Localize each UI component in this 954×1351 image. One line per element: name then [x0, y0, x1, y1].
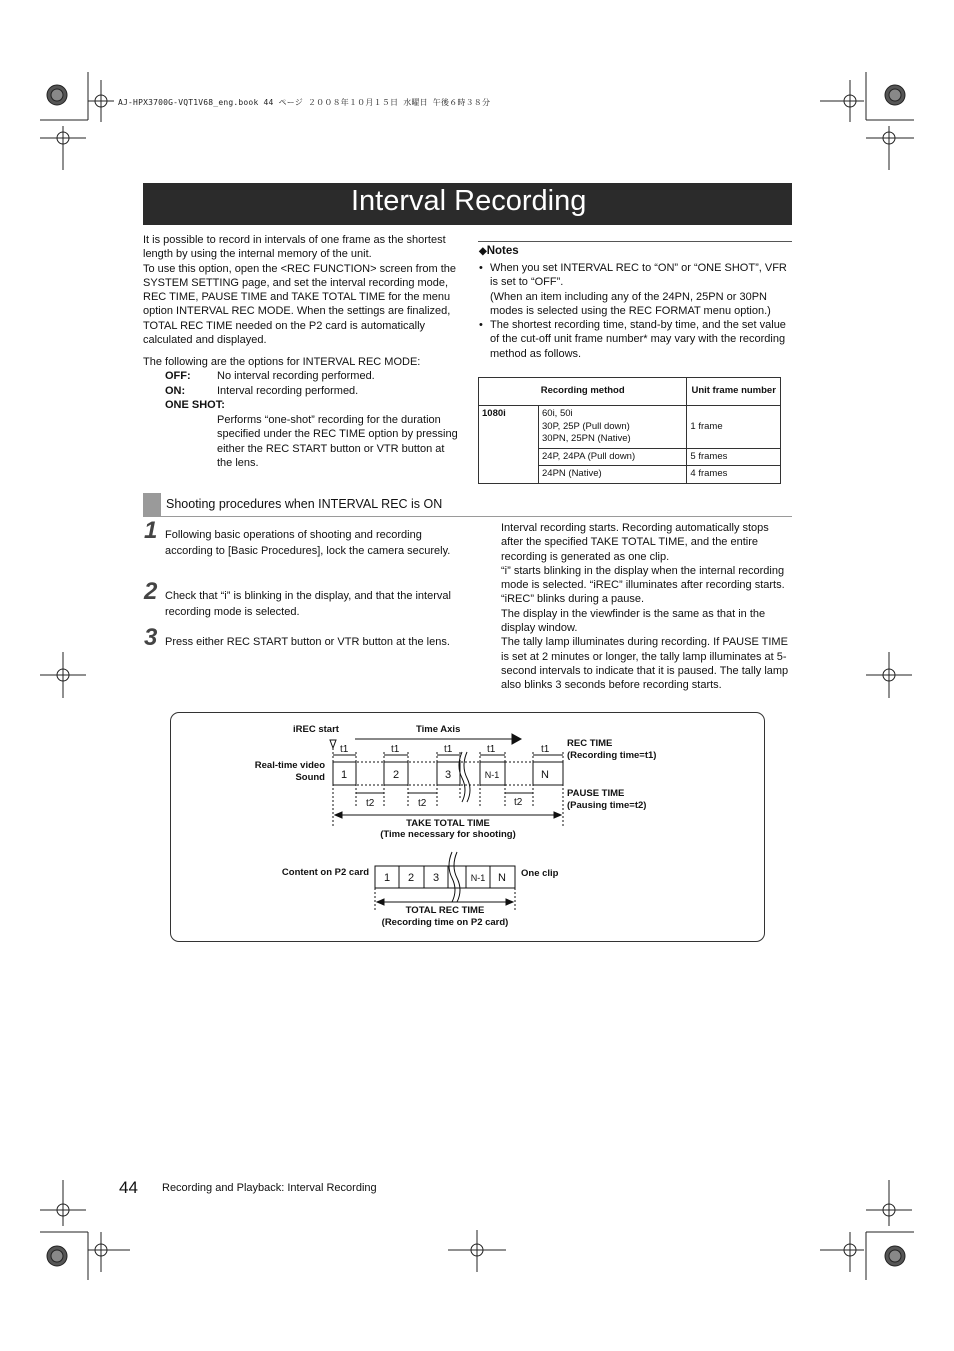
options-lead-text: The following are the options for INTERVAL REC MODE:: [143, 356, 421, 368]
option-oneshot-term: ONE SHOT:: [165, 399, 225, 411]
clip-cell-label: N-1: [470, 873, 486, 883]
description-paragraph: “i” starts blinking in the display when the internal recording mode is selected. “iREC” illuminates after recording starts. “iREC” blinks during a pause.: [501, 564, 785, 606]
clip-cell-label: N: [498, 872, 506, 884]
step-number: 1: [144, 517, 158, 544]
step-text: Check that “i” is blinking in the display, and that the interval recording mode is selected.: [165, 590, 451, 618]
table-method-cell: 24P, 24PA (Pull down): [539, 448, 687, 466]
take-total-time-label: TAKE TOTAL TIME: [406, 818, 490, 829]
t2-label: t2: [514, 797, 523, 808]
footer-section-label: Recording and Playback: Interval Recording: [162, 1182, 377, 1194]
segment-label: 2: [392, 769, 400, 781]
break-mark: [449, 852, 455, 902]
step-number: 2: [144, 578, 158, 605]
diamond-icon: ◆: [479, 246, 487, 257]
t1-label: t1: [340, 744, 349, 755]
t1-label: t1: [541, 744, 550, 755]
list-item: (When an item including any of the 24PN, 25PN or 30PN modes is selected using the REC FORMAT menu option.): [490, 290, 771, 317]
segment-label: N: [541, 769, 549, 781]
page-title: Interval Recording: [351, 185, 587, 217]
table-method-cell: 24PN (Native): [539, 466, 687, 484]
pause-time-label: PAUSE TIME: [567, 788, 625, 799]
time-axis-label: Time Axis: [416, 724, 461, 735]
segment-label: 1: [340, 769, 348, 781]
p2-clip-bar: [375, 866, 515, 888]
option-off-desc: No interval recording performed.: [217, 370, 375, 382]
section-title: Shooting procedures when INTERVAL REC is ON: [166, 497, 443, 511]
table-method-cell: 60i, 50i 30P, 25P (Pull down) 30PN, 25PN (Native): [539, 406, 687, 449]
option-on-desc: Interval recording performed.: [217, 385, 359, 397]
notes-title: Notes: [486, 245, 519, 257]
total-rec-time-label: TOTAL REC TIME: [405, 905, 485, 916]
segment-label: 3: [444, 769, 452, 781]
description-paragraph: The display in the viewfinder is the same as that in the display window.: [501, 607, 766, 635]
step-text: Following basic operations of shooting and recording according to [Basic Procedures], lock the camera securely.: [165, 529, 451, 557]
t2-label: t2: [366, 798, 375, 809]
option-off-term: OFF:: [165, 370, 191, 382]
time-axis-arrowhead: [512, 734, 521, 744]
t1-label: t1: [487, 744, 496, 755]
content-on-p2-label: Content on P2 card: [281, 867, 369, 878]
one-clip-label: One clip: [521, 868, 559, 879]
description-paragraph: The tally lamp illuminates during recording. If PAUSE TIME is set at 2 minutes or longer, the tally lamp illuminates at 5-second intervals to indicate that it is paused. The tally lamp also blinks 3 seconds before recording starts.: [501, 636, 789, 692]
option-on-term: ON:: [165, 385, 186, 397]
table-unit-cell: 1 frame: [687, 406, 781, 449]
list-item: • The shortest recording time, stand-by time, and the set value of the cut-off unit frame number* may vary with the recording method as follows.: [479, 319, 786, 360]
total-rec-time-sub-label: (Recording time on P2 card): [381, 917, 509, 928]
step-text: Press either REC START button or VTR button at the lens.: [165, 636, 450, 648]
print-header: AJ-HPX3700G-VQT1V68_eng.book 44 ページ ２００８年１０月１５日 水曜日 午後６時３８分: [118, 98, 491, 107]
take-total-time-sub-label: (Time necessary for shooting): [380, 829, 516, 840]
table-format-cell: 1080i: [479, 406, 539, 484]
rec-time-sub-label: (Recording time=t1): [567, 750, 657, 761]
irec-start-label: iREC start: [293, 724, 339, 735]
table-header-unit: Unit frame number: [687, 378, 781, 406]
clip-cell-label: 2: [407, 872, 415, 884]
list-item: • When you set INTERVAL REC to “ON” or “ONE SHOT”, VFR is set to “OFF”.: [479, 262, 787, 289]
segment-label: N-1: [484, 770, 500, 780]
clip-cell-label: 1: [383, 872, 391, 884]
step-number: 3: [144, 624, 158, 651]
page-number: 44: [119, 1178, 138, 1197]
irec-start-marker: [330, 740, 336, 748]
option-oneshot-desc: Performs “one-shot” recording for the duration specified under the REC TIME option by pressing either the REC START button or VTR button at the lens.: [217, 414, 458, 469]
table-unit-cell: 4 frames: [687, 466, 781, 484]
clip-cell-label: 3: [432, 872, 440, 884]
table-header-method: Recording method: [479, 378, 687, 406]
t2-label: t2: [418, 798, 427, 809]
table-unit-cell: 5 frames: [687, 448, 781, 466]
rec-time-label: REC TIME: [567, 738, 613, 749]
realtime-video-label: Real-time video: [254, 760, 325, 771]
intro-paragraph: To use this option, open the <REC FUNCTION> screen from the SYSTEM SETTING page, and set the interval recording mode, REC TIME, PAUSE TIME and TAKE TOTAL TIME for the menu option INTERVAL REC MODE. When the settings are finalized, TOTAL REC TIME needed on the P2 card is automatically calculated and displayed.: [143, 262, 457, 347]
intro-paragraph: It is possible to record in intervals of one frame as the shortest length by using the internal memory of the unit.: [143, 234, 446, 261]
sound-label: Sound: [295, 772, 325, 783]
description-paragraph: Interval recording starts. Recording automatically stops after the specified TAKE TOTAL TIME, and the entire recording is generated as one clip.: [501, 522, 769, 563]
t1-label: t1: [391, 744, 400, 755]
pause-time-sub-label: (Pausing time=t2): [567, 800, 647, 811]
t1-label: t1: [444, 744, 453, 755]
